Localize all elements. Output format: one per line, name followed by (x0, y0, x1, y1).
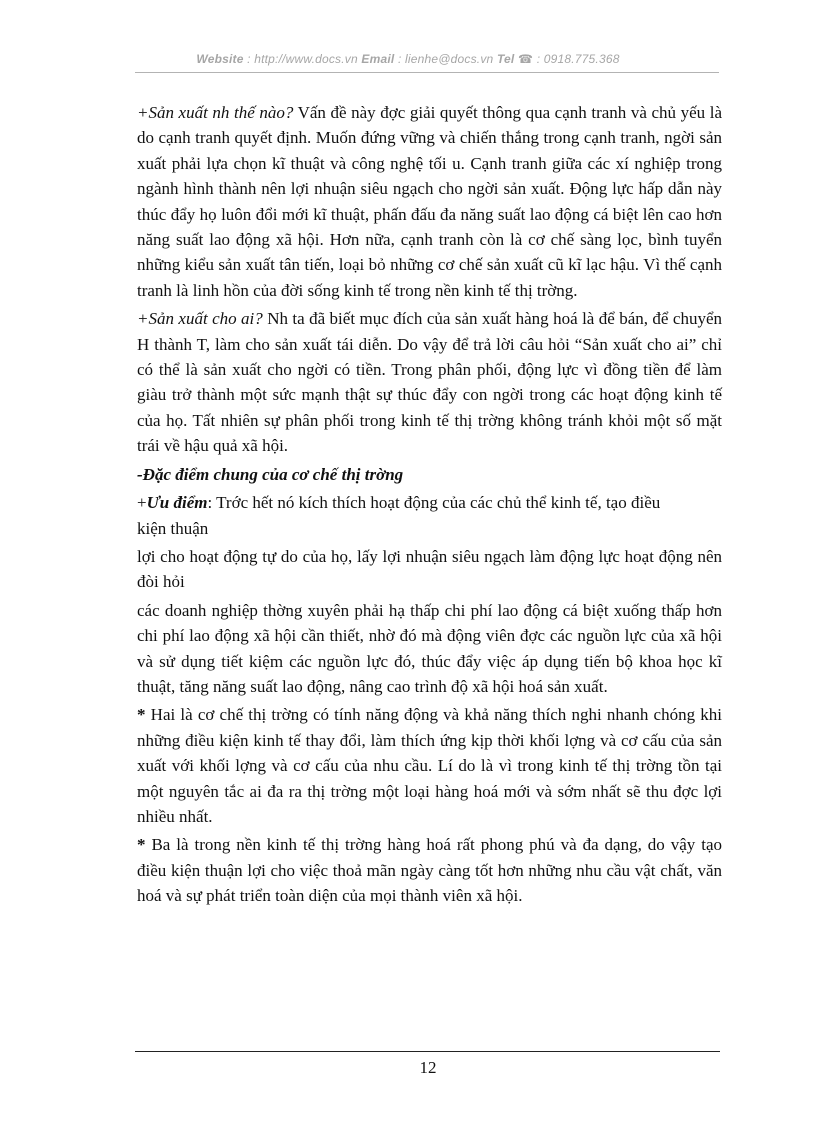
email-label: Email (361, 52, 395, 66)
document-body (137, 100, 722, 909)
paragraph-text: Vấn đề này đợc giải quyết thông qua cạnh tranh và chủ yếu là do cạnh tranh quyết định. Muốn đứng vững và chiến thắng trong cạnh tranh, ngời sản xuất phải lựa chọn kĩ thuật và công nghệ tối u. Cạnh tranh giữa các xí nghiệp trong ngành hình thành nên lợi nhuận siêu ngạch cho ngời sản xuất. Động lực hấp dẫn này thúc đẩy họ luôn đổi mới kĩ thuật, phấn đấu đa năng suất lao động cá biệt lên cao hơn năng suất lao động xã hội. Hơn nữa, cạnh tranh còn là cơ chế sàng lọc, bình tuyển những kiểu sản xuất tân tiến, loại bỏ những cơ chế sản xuất cũ kĩ lạc hậu. Vì thế cạnh tranh là linh hồn của đời sống kinh tế trong nền kinh tế thị trờng. (137, 103, 722, 300)
paragraph-how-to-produce (137, 100, 722, 303)
paragraph-enterprises: các doanh nghiệp thờng xuyên phải hạ thấp chi phí lao động cá biệt xuống thấp hơn chi phí lao động xã hội cần thiết, nhờ đó mà động viên đợc các nguồn lực của xã hội và sử dụng tiết kiệm các nguồn lực đó, thúc đẩy việc áp dụng tiến bộ khoa học kĩ thuật, tăng năng suất lao động, nâng cao trình độ xã hội hoá sản xuất. (137, 600, 722, 696)
paragraph-text: Ba là trong nền kinh tế thị trờng hàng hoá rất phong phú và đa dạng, do vậy tạo điều kiện thuận lợi cho việc thoả mãn ngày càng tốt hơn những nhu cầu vật chất, văn hoá và sự phát triển toàn diện của mọi thành viên xã hội. (137, 835, 722, 906)
paragraph-text: : Trớc hết nó kích thích hoạt động của các chủ thể kinh tế, tạo điều (207, 493, 661, 513)
paragraph-diversity (137, 832, 722, 908)
advantages-label: Ưu điểm (146, 493, 208, 513)
paragraph-lead: +Sản xuất cho ai? (137, 309, 263, 329)
paragraph-text: Nh ta đã biết mục đích của sản xuất hàng hoá là để bán, để chuyển H thành T, làm cho sản xuất tái diễn. Do vậy để trả lời câu hỏi “Sản xuất cho ai” chỉ có thể là sản xuất cho ngời có tiền. Trong phân phối, động lực vì đồng tiền để làm giàu trở thành một sức mạnh thật sự thúc đẩy con ngời trong các hoạt động kinh tế của họ. Tất nhiên sự phân phối trong kinh tế thị trờng không tránh khỏi một số mặt trái về hậu quả xã hội. (137, 309, 722, 456)
tel-value: : 0918.775.368 (536, 52, 620, 66)
page-number: 12 (419, 1058, 437, 1077)
page-header (0, 52, 816, 66)
paragraph-advantages (137, 490, 722, 541)
paragraph-for-whom (137, 306, 722, 458)
paragraph-dynamism (137, 702, 722, 829)
paragraph-free-activity: lợi cho hoạt động tự do của họ, lấy lợi nhuận siêu ngạch làm động lực hoạt động nên đòi hỏi (137, 546, 722, 592)
bullet-star: * (137, 835, 146, 855)
section-heading: -Đặc điểm chung của cơ chế thị trờng (137, 464, 404, 484)
paragraph-lead: +Sản xuất nh thế nào? (137, 103, 294, 122)
tel-label: Tel ☎ (496, 52, 534, 66)
paragraph-text-right: kiện thuận (137, 518, 209, 538)
paragraph-text: Hai là cơ chế thị trờng có tính năng động và khả năng thích nghi nhanh chóng khi những điều kiện kinh tế thay đổi, làm thích ứng kịp thời khối lợng và cơ cấu của sản xuất với khối lợng và cơ cấu của nhu cầu. Lí do là vì trong kinh tế thị trờng tồn tại một nguyên tắc ai đa ra thị trờng một loại hàng hoá mới và sớm nhất sẽ thu đợc lợi nhiều nhất. (137, 705, 722, 826)
website-value: : http://www.docs.vn (247, 52, 358, 66)
bullet-star: * (137, 705, 146, 725)
footer-divider (135, 1051, 720, 1052)
website-label: Website (196, 52, 244, 66)
email-value: : lienhe@docs.vn (397, 52, 494, 66)
header-divider (135, 72, 719, 73)
plus-sign: + (137, 493, 147, 513)
